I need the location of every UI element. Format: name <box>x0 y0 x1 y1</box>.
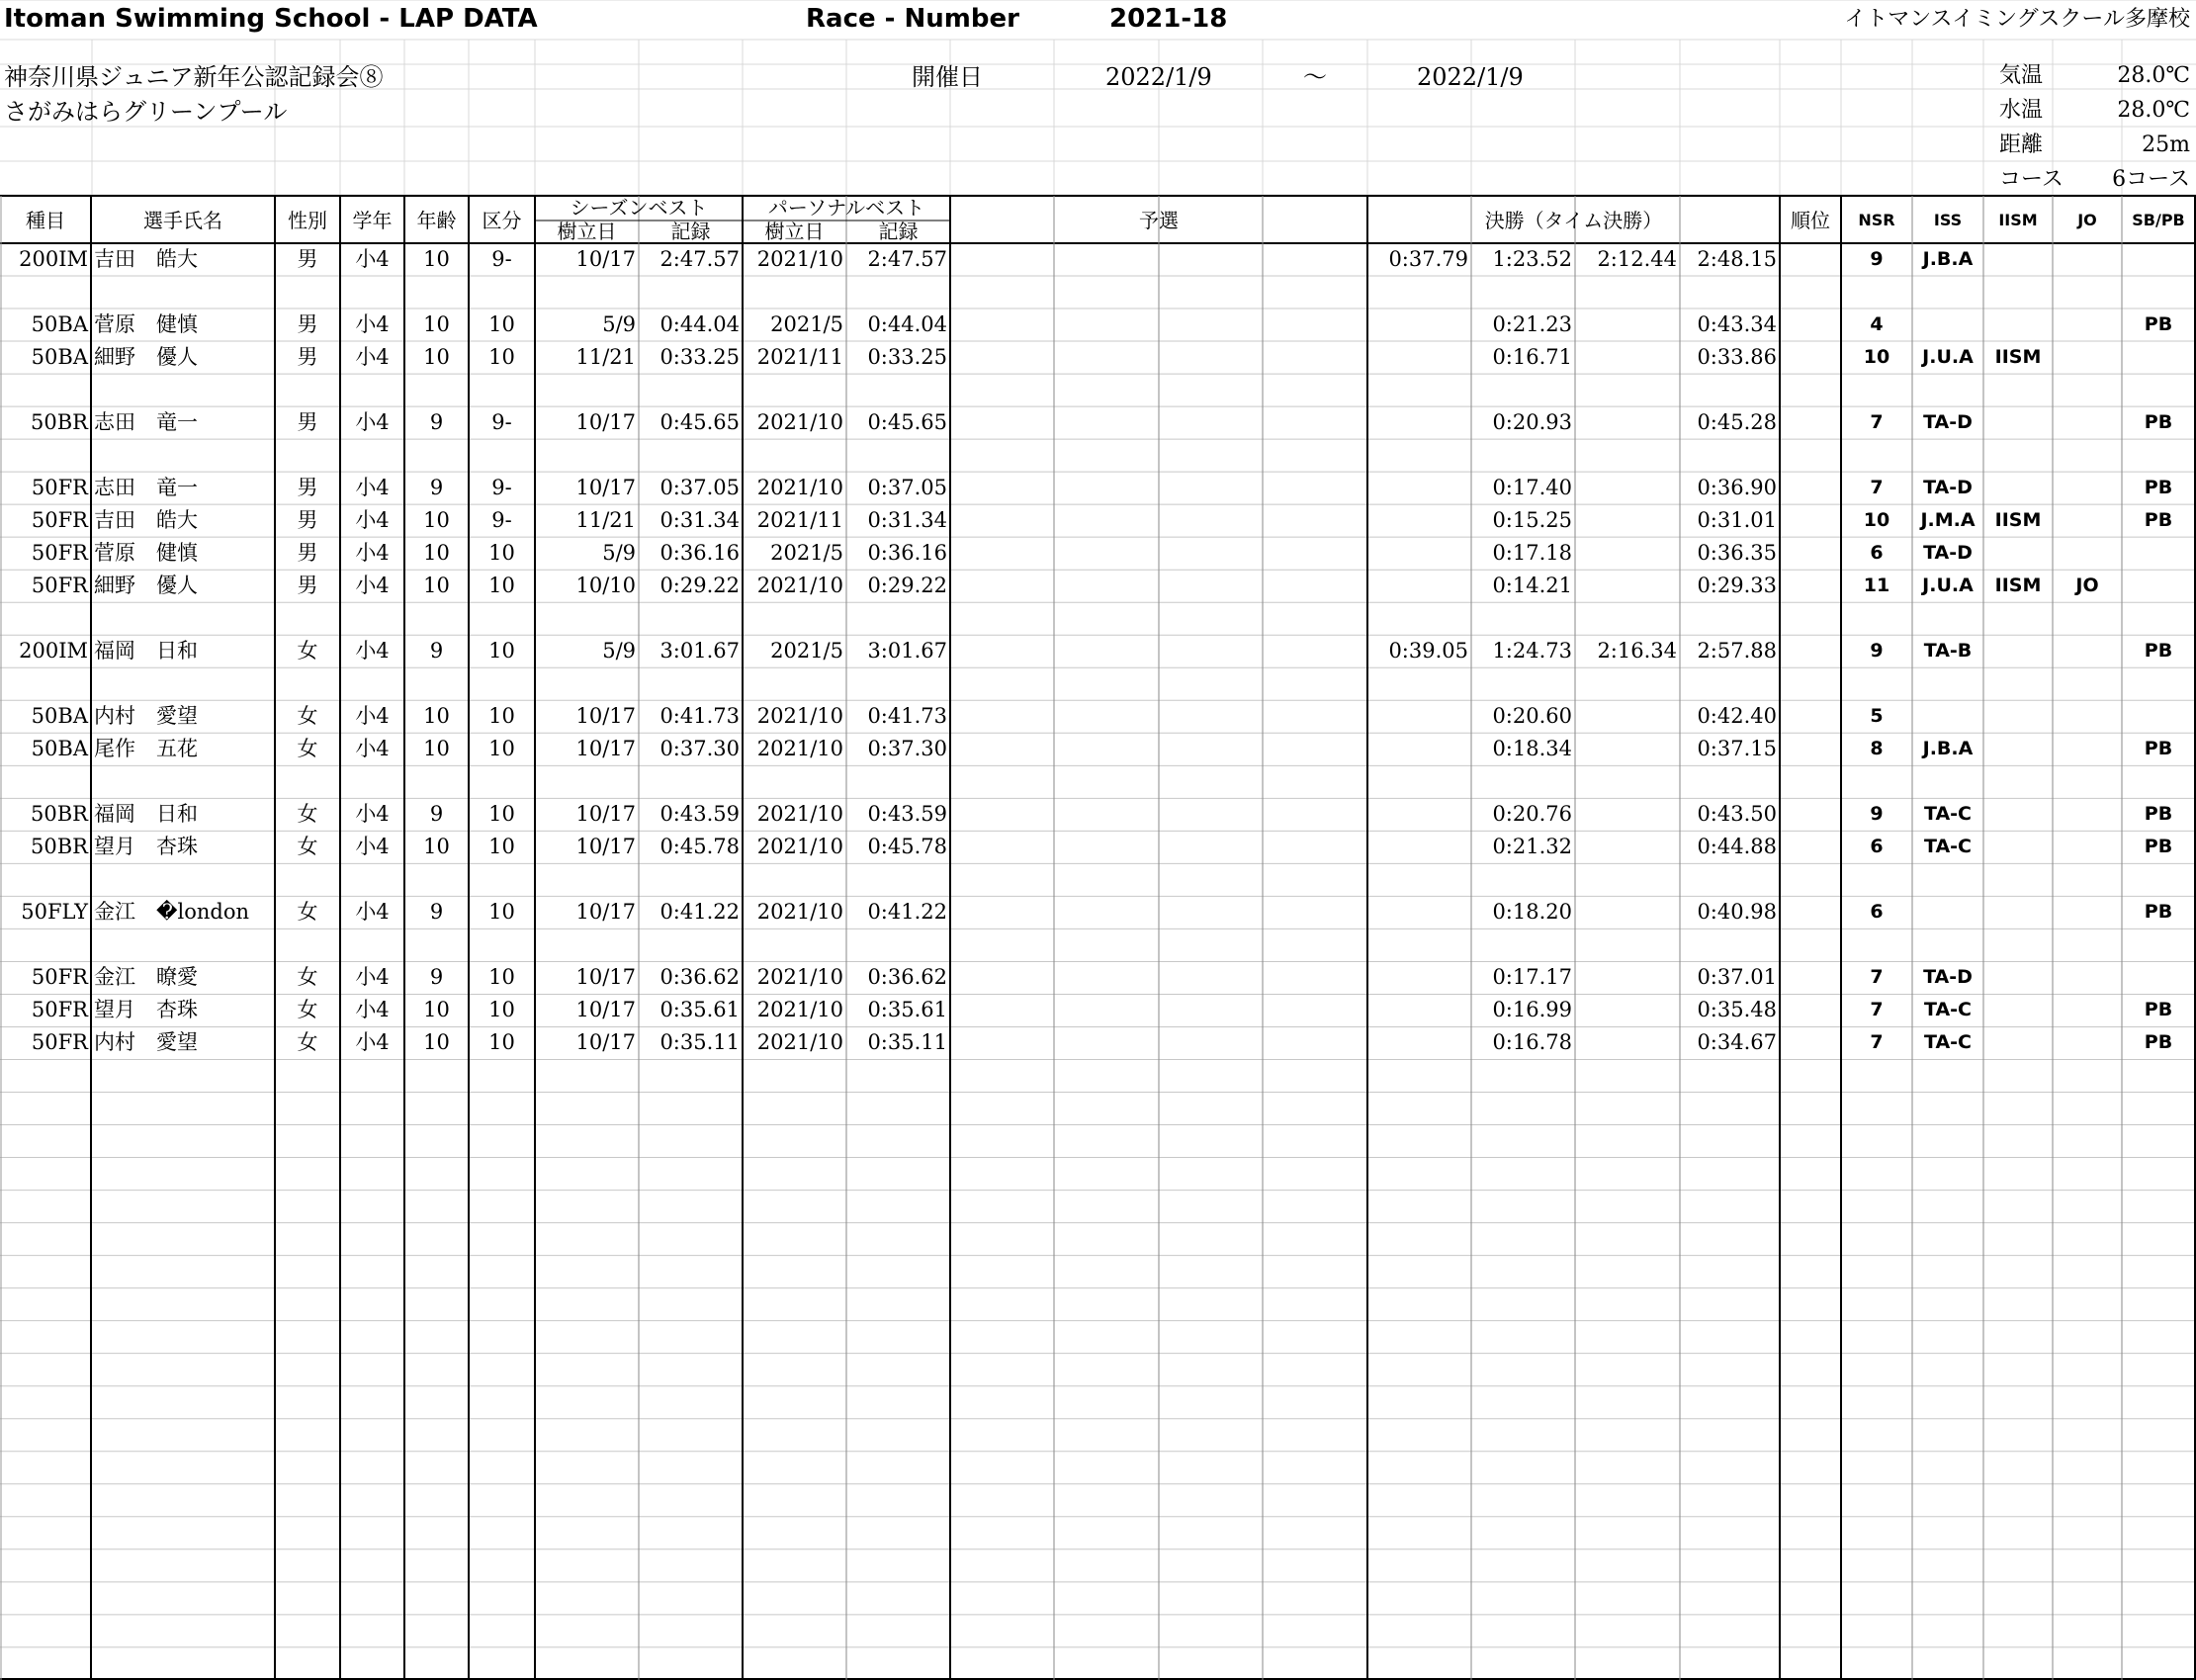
cell-age: 9 <box>429 639 444 663</box>
cell-iss: TA-D <box>1923 542 1973 565</box>
cell-sex: 男 <box>297 410 318 435</box>
cell-sex: 女 <box>297 802 318 827</box>
cell-sb-date: 10/17 <box>575 1030 636 1055</box>
cell-name: 福岡 日和 <box>94 802 198 827</box>
cell-final-lap1: 0:39.05 <box>1388 639 1468 663</box>
cell-pb-date: 2021/10 <box>756 574 843 598</box>
cell-sb-date: 5/9 <box>602 639 636 663</box>
cell-final-time: 0:37.15 <box>1697 737 1777 761</box>
header-sb-date: 樹立日 <box>557 220 617 243</box>
date-to: 2022/1/9 <box>1417 63 1524 91</box>
cell-pb-date: 2021/5 <box>770 639 843 663</box>
cell-name: 金江 �london <box>94 900 250 925</box>
cell-final-lap2: 0:16.71 <box>1492 345 1572 370</box>
cell-sb-time: 0:44.04 <box>659 312 740 337</box>
header-age: 年齢 <box>416 209 457 232</box>
cell-sex: 女 <box>297 704 318 729</box>
cell-iss: J.U.A <box>1922 575 1974 597</box>
cell-nsr: 11 <box>1863 575 1890 597</box>
cell-final-time: 0:31.01 <box>1697 508 1777 533</box>
cell-name: 内村 愛望 <box>94 704 198 729</box>
cell-nsr: 5 <box>1870 705 1884 728</box>
date-label: 開催日 <box>912 63 983 91</box>
cell-pb-time: 0:45.78 <box>867 835 947 859</box>
cell-sb-date: 5/9 <box>602 312 636 337</box>
cell-age: 10 <box>423 508 450 533</box>
cell-age: 9 <box>429 965 444 990</box>
cell-pb-time: 0:43.59 <box>867 802 947 827</box>
cell-sb-time: 0:45.78 <box>659 835 740 859</box>
cell-sb-time: 0:36.16 <box>659 541 740 566</box>
cell-age: 10 <box>423 247 450 271</box>
meet-name: 神奈川県ジュニア新年公認記録会⑧ <box>4 63 384 91</box>
condition-value: 28.0℃ <box>2117 63 2190 88</box>
cell-grade: 小4 <box>355 541 390 566</box>
cell-age: 9 <box>429 476 444 500</box>
cell-division: 9- <box>491 410 512 435</box>
cell-grade: 小4 <box>355 312 390 337</box>
cell-event: 200IM <box>19 639 88 663</box>
cell-iism: IISM <box>1994 575 2042 597</box>
cell-nsr: 9 <box>1870 640 1884 663</box>
cell-age: 10 <box>423 1030 450 1055</box>
cell-sb-date: 10/17 <box>575 900 636 925</box>
cell-sb-time: 0:33.25 <box>659 345 740 370</box>
cell-sb-time: 0:45.65 <box>659 410 740 435</box>
cell-nsr: 10 <box>1863 509 1890 532</box>
header-grade: 学年 <box>352 209 393 232</box>
cell-event: 50FR <box>31 1030 88 1055</box>
header-jo: JO <box>2077 211 2097 229</box>
cell-name: 菅原 健慎 <box>94 312 198 337</box>
condition-label: コース <box>1999 167 2064 192</box>
cell-final-time: 0:43.50 <box>1697 802 1777 827</box>
cell-division: 10 <box>488 737 515 761</box>
cell-pb-time: 0:29.22 <box>867 574 947 598</box>
cell-sex: 男 <box>297 476 318 500</box>
cell-sex: 男 <box>297 574 318 598</box>
cell-grade: 小4 <box>355 1030 390 1055</box>
cell-sb-time: 0:37.05 <box>659 476 740 500</box>
condition-label: 距離 <box>1999 133 2044 157</box>
cell-pb-date: 2021/10 <box>756 1030 843 1055</box>
cell-sbpb: PB <box>2144 901 2173 924</box>
cell-name: 内村 愛望 <box>94 1030 198 1055</box>
cell-iss: TA-D <box>1923 966 1973 989</box>
cell-nsr: 7 <box>1870 1031 1884 1054</box>
cell-name: 志田 竜一 <box>94 476 198 500</box>
cell-final-time: 0:43.34 <box>1697 312 1777 337</box>
cell-event: 50BA <box>31 312 88 337</box>
cell-nsr: 6 <box>1870 542 1884 565</box>
cell-pb-date: 2021/10 <box>756 704 843 729</box>
cell-pb-time: 0:36.62 <box>867 965 947 990</box>
cell-sb-time: 0:35.61 <box>659 998 740 1022</box>
cell-pb-date: 2021/10 <box>756 965 843 990</box>
cell-sbpb: PB <box>2144 1031 2173 1054</box>
cell-final-lap2: 0:21.32 <box>1492 835 1572 859</box>
cell-sex: 女 <box>297 1030 318 1055</box>
cell-nsr: 7 <box>1870 966 1884 989</box>
cell-iss: J.B.A <box>1922 738 1974 760</box>
cell-division: 10 <box>488 639 515 663</box>
cell-name: 吉田 皓大 <box>94 247 198 271</box>
cell-final-lap3: 2:12.44 <box>1597 247 1677 271</box>
cell-grade: 小4 <box>355 802 390 827</box>
cell-sb-date: 10/17 <box>575 247 636 271</box>
cell-final-lap2: 0:21.23 <box>1492 312 1572 337</box>
cell-event: 50FR <box>31 574 88 598</box>
cell-final-time: 0:33.86 <box>1697 345 1777 370</box>
cell-age: 10 <box>423 541 450 566</box>
cell-sb-time: 0:36.62 <box>659 965 740 990</box>
cell-age: 10 <box>423 737 450 761</box>
cell-grade: 小4 <box>355 247 390 271</box>
cell-pb-date: 2021/11 <box>756 508 843 533</box>
venue-name: さがみはらグリーンプール <box>4 98 288 126</box>
cell-name: 細野 優人 <box>94 574 198 598</box>
cell-final-time: 0:37.01 <box>1697 965 1777 990</box>
cell-sb-date: 10/17 <box>575 476 636 500</box>
cell-division: 10 <box>488 1030 515 1055</box>
cell-iss: TA-D <box>1923 411 1973 434</box>
cell-final-time: 0:36.35 <box>1697 541 1777 566</box>
cell-sb-time: 2:47.57 <box>659 247 740 271</box>
cell-grade: 小4 <box>355 835 390 859</box>
cell-sbpb: PB <box>2144 836 2173 858</box>
condition-value: 25m <box>2142 133 2190 157</box>
cell-final-lap2: 0:14.21 <box>1492 574 1572 598</box>
cell-name: 菅原 健慎 <box>94 541 198 566</box>
cell-final-lap2: 1:23.52 <box>1492 247 1572 271</box>
cell-iss: J.B.A <box>1922 248 1974 270</box>
cell-division: 9- <box>491 508 512 533</box>
cell-pb-time: 0:45.65 <box>867 410 947 435</box>
cell-sb-time: 0:43.59 <box>659 802 740 827</box>
cell-pb-time: 0:37.30 <box>867 737 947 761</box>
school-name: イトマンスイミングスクール多摩校 <box>1844 7 2190 32</box>
cell-pb-date: 2021/10 <box>756 998 843 1022</box>
header-division: 区分 <box>482 209 522 232</box>
cell-iss: TA-C <box>1923 999 1973 1021</box>
cell-name: 望月 杏珠 <box>94 998 198 1022</box>
cell-name: 望月 杏珠 <box>94 835 198 859</box>
header-sex: 性別 <box>288 209 327 232</box>
cell-event: 50FLY <box>21 900 88 925</box>
cell-sbpb: PB <box>2144 313 2173 336</box>
date-from: 2022/1/9 <box>1105 63 1212 91</box>
cell-final-lap2: 0:17.40 <box>1492 476 1572 500</box>
header-iss: ISS <box>1933 211 1963 229</box>
cell-pb-time: 0:37.05 <box>867 476 947 500</box>
cell-iism: IISM <box>1994 346 2042 369</box>
cell-division: 10 <box>488 998 515 1022</box>
cell-division: 10 <box>488 345 515 370</box>
cell-sb-time: 0:35.11 <box>659 1030 740 1055</box>
cell-sb-date: 10/17 <box>575 998 636 1022</box>
cell-nsr: 4 <box>1870 313 1884 336</box>
cell-event: 50FR <box>31 508 88 533</box>
cell-sex: 男 <box>297 508 318 533</box>
cell-grade: 小4 <box>355 508 390 533</box>
cell-final-lap2: 0:20.60 <box>1492 704 1572 729</box>
cell-pb-time: 0:35.61 <box>867 998 947 1022</box>
cell-grade: 小4 <box>355 704 390 729</box>
cell-sex: 女 <box>297 639 318 663</box>
cell-sex: 男 <box>297 541 318 566</box>
cell-final-lap2: 0:16.99 <box>1492 998 1572 1022</box>
cell-sb-date: 10/17 <box>575 835 636 859</box>
cell-pb-time: 0:44.04 <box>867 312 947 337</box>
cell-iss: J.M.A <box>1920 509 1976 532</box>
cell-pb-time: 0:33.25 <box>867 345 947 370</box>
cell-event: 50BA <box>31 737 88 761</box>
date-separator: ～ <box>1303 63 1327 91</box>
cell-sbpb: PB <box>2144 738 2173 760</box>
cell-name: 福岡 日和 <box>94 639 198 663</box>
cell-age: 10 <box>423 835 450 859</box>
cell-division: 10 <box>488 574 515 598</box>
cell-iism: IISM <box>1994 509 2042 532</box>
cell-grade: 小4 <box>355 900 390 925</box>
cell-event: 50BR <box>31 410 88 435</box>
cell-sex: 女 <box>297 835 318 859</box>
cell-pb-date: 2021/11 <box>756 345 843 370</box>
cell-sex: 女 <box>297 737 318 761</box>
cell-final-time: 2:48.15 <box>1697 247 1777 271</box>
header-sb-record: 記録 <box>670 220 711 243</box>
cell-pb-date: 2021/10 <box>756 900 843 925</box>
header-pb-date: 樹立日 <box>764 220 825 243</box>
cell-division: 9- <box>491 476 512 500</box>
cell-grade: 小4 <box>355 476 390 500</box>
cell-iss: TA-C <box>1923 1031 1973 1054</box>
cell-sb-date: 11/21 <box>575 508 636 533</box>
sheet-title: Itoman Swimming School - LAP DATA <box>4 4 538 34</box>
cell-age: 10 <box>423 998 450 1022</box>
cell-division: 10 <box>488 704 515 729</box>
cell-iss: TA-D <box>1923 477 1973 499</box>
cell-pb-date: 2021/5 <box>770 541 843 566</box>
cell-nsr: 7 <box>1870 999 1884 1021</box>
cell-sbpb: PB <box>2144 640 2173 663</box>
cell-grade: 小4 <box>355 410 390 435</box>
cell-iss: J.U.A <box>1922 346 1974 369</box>
cell-pb-date: 2021/10 <box>756 410 843 435</box>
cell-event: 50BR <box>31 802 88 827</box>
header-event: 種目 <box>26 209 65 232</box>
cell-division: 9- <box>491 247 512 271</box>
cell-event: 50FR <box>31 998 88 1022</box>
cell-pb-date: 2021/10 <box>756 802 843 827</box>
cell-pb-date: 2021/10 <box>756 737 843 761</box>
cell-sex: 女 <box>297 900 318 925</box>
cell-pb-time: 0:35.11 <box>867 1030 947 1055</box>
header-season-best: シーズンベスト <box>570 196 708 220</box>
cell-division: 10 <box>488 802 515 827</box>
cell-division: 10 <box>488 541 515 566</box>
cell-nsr: 10 <box>1863 346 1890 369</box>
cell-name: 尾作 五花 <box>94 737 198 761</box>
cell-age: 9 <box>429 900 444 925</box>
cell-grade: 小4 <box>355 965 390 990</box>
cell-age: 10 <box>423 312 450 337</box>
cell-pb-date: 2021/10 <box>756 247 843 271</box>
cell-sex: 男 <box>297 345 318 370</box>
cell-age: 10 <box>423 345 450 370</box>
cell-final-lap3: 2:16.34 <box>1597 639 1677 663</box>
cell-grade: 小4 <box>355 574 390 598</box>
cell-nsr: 6 <box>1870 836 1884 858</box>
cell-final-lap2: 0:17.17 <box>1492 965 1572 990</box>
cell-final-time: 0:29.33 <box>1697 574 1777 598</box>
cell-nsr: 9 <box>1870 803 1884 826</box>
cell-event: 200IM <box>19 247 88 271</box>
cell-pb-time: 3:01.67 <box>867 639 947 663</box>
cell-iss: TA-C <box>1923 803 1973 826</box>
cell-division: 10 <box>488 965 515 990</box>
race-number: 2021-18 <box>1109 4 1228 34</box>
cell-sb-date: 10/17 <box>575 704 636 729</box>
cell-final-lap2: 0:15.25 <box>1492 508 1572 533</box>
cell-sbpb: PB <box>2144 803 2173 826</box>
header-personal-best: パーソナルベスト <box>767 196 925 220</box>
cell-name: 吉田 皓大 <box>94 508 198 533</box>
cell-pb-time: 0:36.16 <box>867 541 947 566</box>
cell-sbpb: PB <box>2144 477 2173 499</box>
header-rank: 順位 <box>1791 209 1830 232</box>
cell-division: 10 <box>488 835 515 859</box>
cell-division: 10 <box>488 900 515 925</box>
cell-nsr: 8 <box>1870 738 1884 760</box>
cell-sb-time: 0:41.73 <box>659 704 740 729</box>
cell-final-lap2: 0:16.78 <box>1492 1030 1572 1055</box>
cell-pb-time: 0:31.34 <box>867 508 947 533</box>
cell-sex: 男 <box>297 247 318 271</box>
condition-value: 6コース <box>2112 167 2190 192</box>
condition-label: 気温 <box>1999 63 2044 88</box>
cell-sbpb: PB <box>2144 509 2173 532</box>
cell-pb-time: 0:41.22 <box>867 900 947 925</box>
cell-final-time: 2:57.88 <box>1697 639 1777 663</box>
cell-final-lap2: 1:24.73 <box>1492 639 1572 663</box>
cell-final-time: 0:42.40 <box>1697 704 1777 729</box>
condition-label: 水温 <box>1999 98 2044 123</box>
cell-iss: TA-C <box>1923 836 1973 858</box>
cell-sb-date: 10/10 <box>575 574 636 598</box>
cell-sex: 女 <box>297 998 318 1022</box>
cell-pb-time: 0:41.73 <box>867 704 947 729</box>
header-pb-record: 記録 <box>878 220 919 243</box>
cell-sex: 男 <box>297 312 318 337</box>
cell-pb-time: 2:47.57 <box>867 247 947 271</box>
cell-event: 50FR <box>31 965 88 990</box>
cell-event: 50FR <box>31 476 88 500</box>
cell-sb-time: 0:41.22 <box>659 900 740 925</box>
cell-sb-date: 10/17 <box>575 802 636 827</box>
cell-sb-date: 10/17 <box>575 410 636 435</box>
cell-final-time: 0:45.28 <box>1697 410 1777 435</box>
cell-final-time: 0:36.90 <box>1697 476 1777 500</box>
cell-sbpb: PB <box>2144 411 2173 434</box>
cell-pb-date: 2021/10 <box>756 476 843 500</box>
cell-final-lap2: 0:18.20 <box>1492 900 1572 925</box>
cell-grade: 小4 <box>355 345 390 370</box>
cell-grade: 小4 <box>355 737 390 761</box>
cell-pb-date: 2021/10 <box>756 835 843 859</box>
cell-age: 9 <box>429 802 444 827</box>
cell-jo: JO <box>2075 575 2099 597</box>
cell-nsr: 6 <box>1870 901 1884 924</box>
cell-final-lap2: 0:18.34 <box>1492 737 1572 761</box>
cell-pb-date: 2021/5 <box>770 312 843 337</box>
cell-age: 10 <box>423 574 450 598</box>
cell-sex: 女 <box>297 965 318 990</box>
header-iism: IISM <box>1998 211 2038 229</box>
cell-final-lap2: 0:20.76 <box>1492 802 1572 827</box>
cell-grade: 小4 <box>355 998 390 1022</box>
cell-sb-date: 5/9 <box>602 541 636 566</box>
cell-division: 10 <box>488 312 515 337</box>
cell-final-time: 0:34.67 <box>1697 1030 1777 1055</box>
cell-sbpb: PB <box>2144 999 2173 1021</box>
cell-final-time: 0:35.48 <box>1697 998 1777 1022</box>
cell-iss: TA-B <box>1923 640 1973 663</box>
cell-final-time: 0:44.88 <box>1697 835 1777 859</box>
cell-sb-time: 0:31.34 <box>659 508 740 533</box>
cell-event: 50BA <box>31 704 88 729</box>
cell-name: 志田 竜一 <box>94 410 198 435</box>
cell-sb-date: 10/17 <box>575 965 636 990</box>
cell-event: 50BA <box>31 345 88 370</box>
cell-name: 細野 優人 <box>94 345 198 370</box>
cell-sb-time: 0:29.22 <box>659 574 740 598</box>
cell-age: 10 <box>423 704 450 729</box>
cell-sb-date: 11/21 <box>575 345 636 370</box>
header-sbpb: SB/PB <box>2132 211 2185 229</box>
cell-nsr: 7 <box>1870 477 1884 499</box>
cell-final-lap2: 0:20.93 <box>1492 410 1572 435</box>
cell-final-lap1: 0:37.79 <box>1388 247 1468 271</box>
cell-final-time: 0:40.98 <box>1697 900 1777 925</box>
header-name: 選手氏名 <box>143 209 222 232</box>
cell-age: 9 <box>429 410 444 435</box>
header-final: 決勝（タイム決勝） <box>1484 209 1663 232</box>
cell-nsr: 7 <box>1870 411 1884 434</box>
cell-final-lap2: 0:17.18 <box>1492 541 1572 566</box>
condition-value: 28.0℃ <box>2117 98 2190 123</box>
header-nsr: NSR <box>1858 211 1895 229</box>
cell-grade: 小4 <box>355 639 390 663</box>
cell-event: 50BR <box>31 835 88 859</box>
header-prelim: 予選 <box>1139 209 1179 232</box>
race-number-label: Race - Number <box>806 4 1019 34</box>
cell-event: 50FR <box>31 541 88 566</box>
cell-sb-time: 0:37.30 <box>659 737 740 761</box>
cell-sb-time: 3:01.67 <box>659 639 740 663</box>
cell-sb-date: 10/17 <box>575 737 636 761</box>
cell-nsr: 9 <box>1870 248 1884 270</box>
cell-name: 金江 暸愛 <box>94 965 198 990</box>
